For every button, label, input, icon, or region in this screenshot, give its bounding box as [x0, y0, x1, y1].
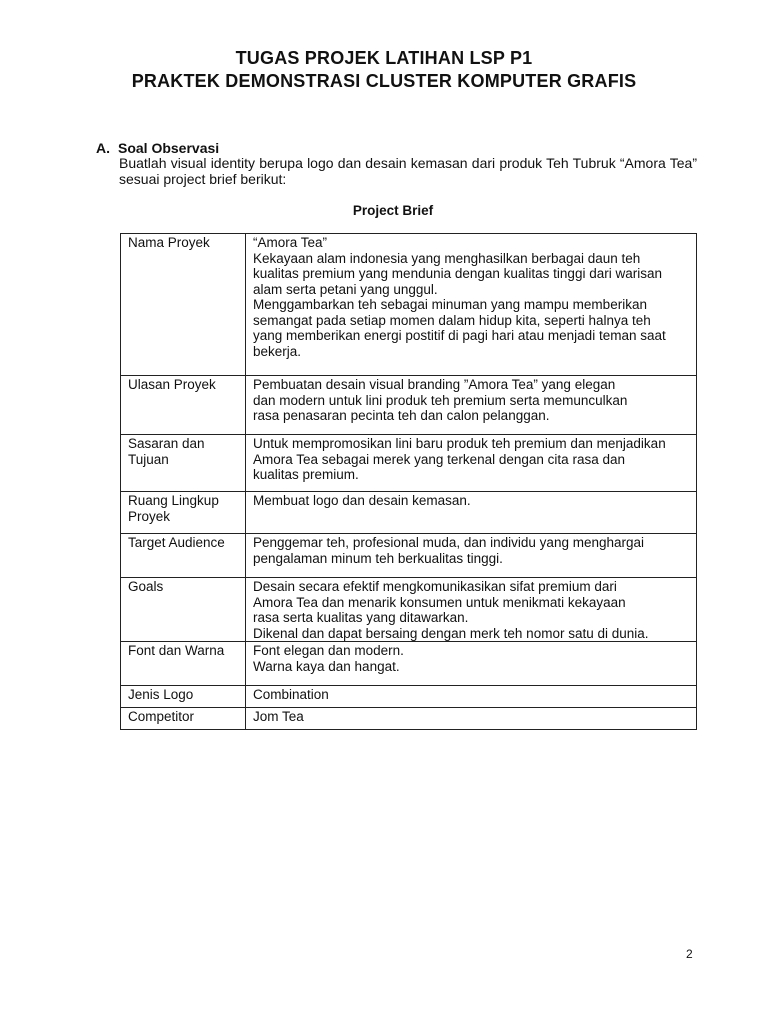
brief-row-value-line: kualitas premium yang mendunia dengan kualitas tinggi dari warisan	[253, 266, 662, 281]
brief-row	[121, 376, 697, 435]
document-title-line-2: PRAKTEK DEMONSTRASI CLUSTER KOMPUTER GRAFIS	[131, 71, 637, 91]
brief-row-label: Font dan Warna	[121, 642, 246, 686]
brief-row-label: Target Audience	[121, 534, 246, 578]
brief-row-value-line: Membuat logo dan desain kemasan.	[253, 493, 471, 508]
section-heading	[96, 140, 219, 156]
brief-row-label: Sasaran dan Tujuan	[121, 435, 246, 492]
brief-row-label: Nama Proyek	[121, 234, 246, 376]
project-brief-table	[120, 233, 697, 730]
brief-row-value	[246, 642, 697, 686]
page-number: 2	[686, 947, 693, 961]
brief-row-label: Goals	[121, 578, 246, 642]
brief-row-value-line: Jom Tea	[253, 709, 304, 724]
section-title: Soal Observasi	[118, 140, 220, 156]
brief-row-value	[246, 578, 697, 642]
brief-row	[121, 708, 697, 730]
brief-row	[121, 534, 697, 578]
brief-row	[121, 435, 697, 492]
brief-row-value-line: Amora Tea dan menarik konsumen untuk menikmati kekayaan	[253, 594, 626, 610]
brief-row-value	[246, 708, 697, 730]
project-brief-title: Project Brief	[352, 203, 434, 218]
brief-row-label: Competitor	[121, 708, 246, 730]
brief-row-value-line: yang memberikan energi postitif di pagi hari atau menjadi teman saat	[253, 328, 666, 343]
brief-row-label: Jenis Logo	[121, 686, 246, 708]
brief-row-label: Ruang Lingkup Proyek	[121, 492, 246, 534]
brief-row-value-line: Pembuatan desain visual branding ”Amora Tea” yang elegan	[253, 377, 616, 392]
brief-row-value-line: alam serta petani yang unggul.	[253, 281, 438, 297]
brief-row-value-line: Kekayaan alam indonesia yang menghasilkan berbagai daun teh	[253, 250, 641, 266]
brief-row-value-line: dan modern untuk lini produk teh premium serta memunculkan	[253, 392, 628, 408]
brief-row-value-line: rasa penasaran pecinta teh dan calon pelanggan.	[253, 408, 550, 423]
brief-row-value-line: “Amora Tea”	[253, 235, 328, 250]
brief-row-value-line: Dikenal dan dapat bersaing dengan merk teh nomor satu di dunia.	[253, 625, 649, 641]
brief-row-label: Ulasan Proyek	[121, 376, 246, 435]
brief-row-value-line: Untuk mempromosikan lini baru produk teh premium dan menjadikan	[253, 436, 666, 451]
brief-row-value	[246, 686, 697, 708]
brief-row-value-line: Warna kaya dan hangat.	[253, 658, 400, 674]
brief-row	[121, 642, 697, 686]
brief-row	[121, 578, 697, 642]
brief-row-value-line: pengalaman minum teh berkualitas tinggi.	[253, 550, 503, 566]
brief-row-value	[246, 376, 697, 435]
brief-row-value-line: rasa serta kualitas yang ditawarkan.	[253, 610, 469, 625]
brief-row-value	[246, 492, 697, 534]
brief-row	[121, 492, 697, 534]
brief-row-value-line: bekerja.	[253, 343, 302, 359]
section-letter: A.	[96, 140, 110, 156]
brief-row	[121, 686, 697, 708]
brief-row-value-line: Desain secara efektif mengkomunikasikan sifat premium dari	[253, 579, 617, 594]
brief-row-value	[246, 234, 697, 376]
brief-row-value-line: Combination	[253, 687, 329, 702]
brief-row-value-line: Penggemar teh, profesional muda, dan individu yang menghargai	[253, 535, 645, 550]
section-intro: Buatlah visual identity berupa logo dan desain kemasan dari produk Teh Tubruk “Amora Tea” sesuai project brief berikut:	[119, 155, 697, 187]
brief-row-value	[246, 435, 697, 492]
brief-row-value-line: kualitas premium.	[253, 467, 359, 482]
brief-row-value-line: Amora Tea sebagai merek yang terkenal dengan cita rasa dan	[253, 451, 625, 467]
document-title-line-1: TUGAS PROJEK LATIHAN LSP P1	[235, 48, 533, 68]
brief-row-value-line: Font elegan dan modern.	[253, 643, 404, 658]
brief-row-value-line: semangat pada setiap momen dalam hidup kita, seperti halnya teh	[253, 312, 651, 328]
brief-row-value	[246, 534, 697, 578]
brief-row-value-line: Menggambarkan teh sebagai minuman yang mampu memberikan	[253, 297, 647, 312]
brief-row	[121, 234, 697, 376]
